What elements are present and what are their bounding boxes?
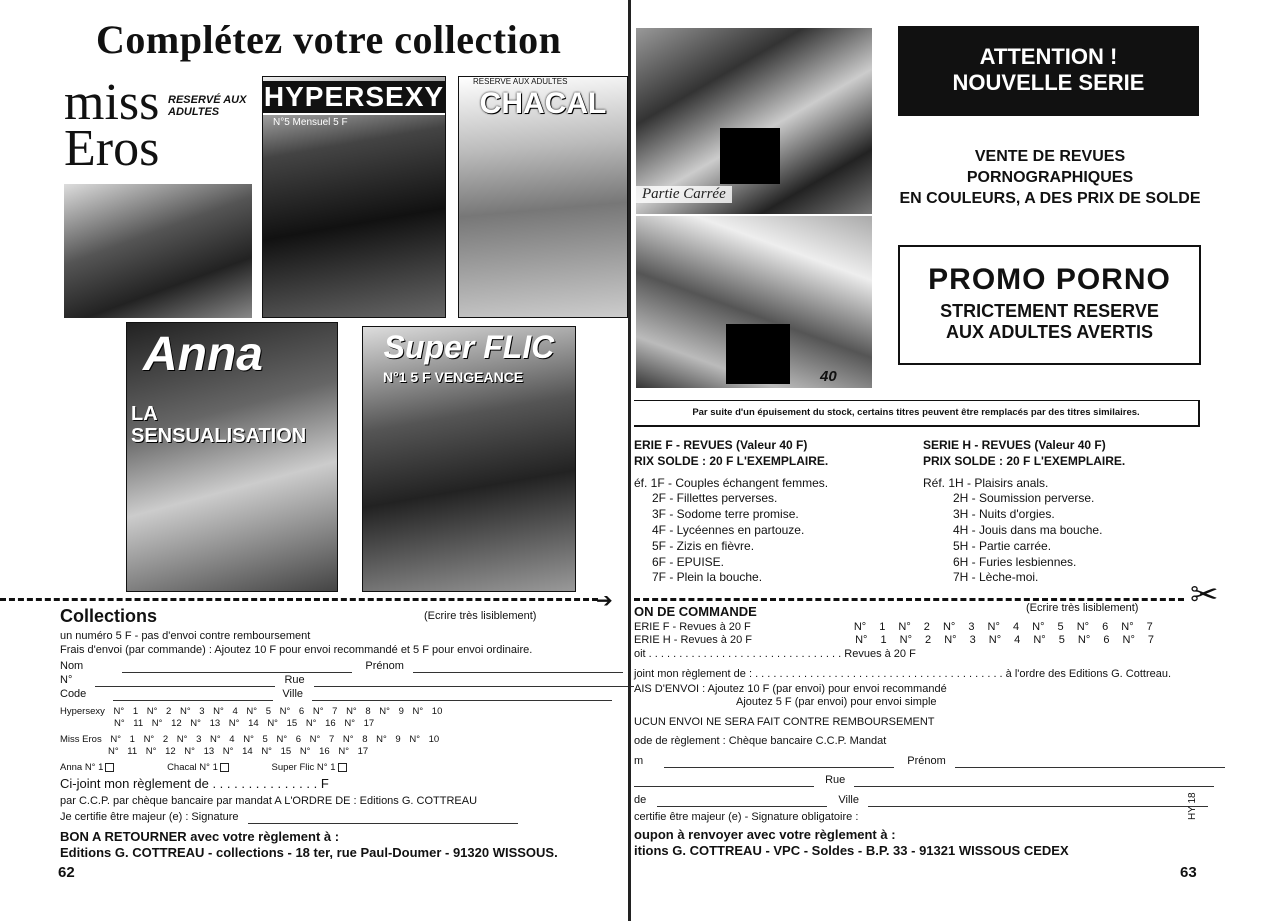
serie-h-item: 4H - Jouis dans ma bouche. <box>953 522 1103 537</box>
serie-f-item: 2F - Fillettes perverses. <box>652 491 778 506</box>
bon-commande-title: ON DE COMMANDE <box>634 604 757 619</box>
ville-field-right[interactable] <box>634 794 1208 807</box>
serie-f-head-2: RIX SOLDE : 20 F L'EXEMPLAIRE. <box>634 453 829 468</box>
serie-h-item: 5H - Partie carrée. <box>953 538 1052 553</box>
frais-line-1[interactable]: AIS D'ENVOI : Ajoutez 10 F (par envoi) pour envoi recommandé <box>634 683 947 695</box>
serie-f-head-1: ERIE F - REVUES (Valeur 40 F) <box>634 438 808 452</box>
serie-h-head-1: SERIE H - REVUES (Valeur 40 F) <box>923 438 1106 452</box>
miss-eros-checkboxes[interactable] <box>60 734 439 746</box>
vente-text <box>890 146 1210 209</box>
ville-field[interactable] <box>60 688 612 701</box>
serie-h-item: 7H - Lèche-moi. <box>953 570 1039 585</box>
vente-line-1: VENTE DE REVUES <box>974 148 1126 165</box>
serie-f-order[interactable] <box>634 621 1153 634</box>
miss-eros-label: Miss Eros <box>60 734 102 745</box>
rue-field-right[interactable] <box>634 774 1214 787</box>
cover-subtitle: N°1 5 F VENGEANCE <box>383 369 524 385</box>
legible-note: (Ecrire très lisiblement) <box>424 610 537 622</box>
aucun-envoi: UCUN ENVOI NE SERA FAIT CONTRE REMBOURSEMENT <box>634 716 935 728</box>
cover-title: Super FLIC <box>383 329 555 365</box>
cut-line-right <box>634 598 1184 601</box>
cover-subtitle: RESERVÉ AUX ADULTES <box>168 94 247 118</box>
rue-label-right: Rue <box>825 774 846 786</box>
serie-f-numbers: N° 1 N° 2 N° 3 N° 4 N° 5 N° 6 N° 7 <box>853 621 1153 633</box>
hypersexy-label: Hypersexy <box>60 706 105 717</box>
chacal-label: Chacal N° 1 <box>167 762 218 773</box>
nom-field-right[interactable] <box>634 755 1225 768</box>
right-address: itions G. COTTREAU - VPC - Soldes - B.P. 33 - 91321 WISSOUS CEDEX <box>634 843 1069 858</box>
left-address: Editions G. COTTREAU - collections - 18 ter, rue Paul-Doumer - 91320 WISSOUS. <box>60 845 558 860</box>
certify-line-right[interactable]: certifie être majeur (e) - Signature obligatoire : <box>634 811 859 823</box>
arrow-right-icon: ➔ <box>596 590 613 612</box>
serie-f-item: 3F - Sodome terre promise. <box>652 507 799 522</box>
soit-line[interactable]: oit . . . . . . . . . . . . . . . . . . . . . . . . . . . . . . . . Revues à 20 F <box>634 648 916 660</box>
serie-f-item: 4F - Lycéennes en partouze. <box>652 522 805 537</box>
payment-options[interactable]: par C.C.P. par chèque bancaire par mandat A L'ORDRE DE : Editions G. COTTREAU <box>60 795 478 807</box>
hypersexy-checkboxes[interactable] <box>60 706 442 718</box>
nouvelle-serie-text: NOUVELLE SERIE <box>952 70 1145 95</box>
no-label: N° <box>60 674 73 686</box>
serie-h-item: 3H - Nuits d'orgies. <box>953 507 1055 522</box>
vente-line-3: EN COULEURS, A DES PRIX DE SOLDE <box>899 190 1201 207</box>
single-issues-row[interactable] <box>60 762 347 774</box>
coupon-heading: oupon à renvoyer avec votre règlement à : <box>634 827 896 842</box>
nom-field[interactable] <box>60 660 623 673</box>
cover-title: HYPERSEXY <box>263 81 445 115</box>
serie-f-item: 7F - Plein la bouche. <box>652 570 763 585</box>
certify-line[interactable] <box>60 811 518 824</box>
miss-eros-row-1: N° 1 N° 2 N° 3 N° 4 N° 5 N° 6 N° 7 N° 8 N° 9 N° 10 <box>110 734 440 745</box>
legible-note-right: (Ecrire très lisiblement) <box>1026 602 1139 614</box>
cut-line-left <box>0 598 598 601</box>
miss-eros-row-2[interactable]: N° 11 N° 12 N° 13 N° 14 N° 15 N° 16 N° 17 <box>108 746 369 757</box>
form-title: Collections <box>60 606 158 626</box>
serie-f-item: 6F - EPUISE. <box>652 554 725 569</box>
serie-h-list <box>923 438 1125 586</box>
serie-f-list <box>634 438 828 586</box>
reference-code: HY 18 <box>1187 792 1198 820</box>
strict-line-1: STRICTEMENT RESERVE <box>940 301 1159 321</box>
form-line-2: Frais d'envoi (par commande) : Ajoutez 10 F pour envoi recommandé et 5 F pour envoi ordinaire. <box>60 644 533 656</box>
nom-label: Nom <box>60 660 84 672</box>
promo-box <box>898 245 1201 365</box>
cover-subtitle: RESERVE AUX ADULTES <box>473 77 568 86</box>
bon-heading: BON A RETOURNER avec votre règlement à : <box>60 829 340 844</box>
cijoint-line[interactable]: Ci-joint mon règlement de . . . . . . . . . . . . . . . F <box>60 776 329 791</box>
censor-block <box>726 324 790 384</box>
cover-chacal <box>458 76 628 318</box>
serie-f-item: éf. 1F - Couples échangent femmes. <box>634 475 829 490</box>
code-label: Code <box>60 688 87 700</box>
photo-price: 40 <box>820 368 837 385</box>
serie-h-order[interactable] <box>634 634 1154 647</box>
cover-hypersexy <box>262 76 446 318</box>
joint-line[interactable]: joint mon règlement de : . . . . . . . . . . . . . . . . . . . . . . . . . . . . . . . . . . . . . . . . . à l'ordre des Editions G. Cottreau. <box>634 668 1172 680</box>
serie-h-item: 6H - Furies lesbiennes. <box>953 554 1077 569</box>
cover-title: Anna <box>143 328 263 381</box>
attention-banner <box>898 26 1199 116</box>
frais-line-2[interactable]: Ajoutez 5 F (par envoi) pour envoi simple <box>736 696 937 708</box>
cover-subtitle: N°5 Mensuel 5 F <box>273 117 348 128</box>
cover-anna <box>126 322 338 592</box>
serie-h-numbers: N° 1 N° 2 N° 3 N° 4 N° 5 N° 6 N° 7 <box>855 634 1155 646</box>
photo-bottom <box>636 216 872 388</box>
code-label-right: de <box>634 794 647 806</box>
hypersexy-row-2[interactable]: N° 11 N° 12 N° 13 N° 14 N° 15 N° 16 N° 17 <box>114 718 375 729</box>
page-heading: Complétez votre collection <box>96 17 562 62</box>
hypersexy-row-1: N° 1 N° 2 N° 3 N° 4 N° 5 N° 6 N° 7 N° 8 N° 9 N° 10 <box>113 706 443 717</box>
cover-title: CHACAL <box>479 87 607 120</box>
ville-label: Ville <box>282 688 304 700</box>
cover-miss-eros <box>58 76 252 318</box>
nom-label-right: m <box>634 755 644 767</box>
prenom-label-right: Prénom <box>907 755 946 767</box>
prenom-label: Prénom <box>365 660 404 672</box>
promo-title: PROMO PORNO <box>928 263 1171 296</box>
censor-block <box>720 128 780 184</box>
serie-h-item: Réf. 1H - Plaisirs anals. <box>923 475 1049 490</box>
cover-title: miss Eros <box>64 76 160 177</box>
rue-label: Rue <box>284 674 305 686</box>
form-line-1: un numéro 5 F - pas d'envoi contre remboursement <box>60 630 311 642</box>
anna-label: Anna N° 1 <box>60 762 104 773</box>
superflic-label: Super Flic N° 1 <box>271 762 336 773</box>
photo-caption: Partie Carrée <box>636 186 732 203</box>
cover-subtitle: LA SENSUALISATION <box>131 403 307 447</box>
gutter-line <box>628 0 631 921</box>
strict-line-2: AUX ADULTES AVERTIS <box>945 322 1153 342</box>
mode-reglement[interactable]: ode de règlement : Chèque bancaire C.C.P. Mandat <box>634 735 887 747</box>
serie-f-item: 5F - Zizis en fièvre. <box>652 538 755 553</box>
cover-super-flic <box>362 326 576 592</box>
attention-text: ATTENTION ! <box>979 44 1118 69</box>
serie-h-item: 2H - Soumission perverse. <box>953 491 1095 506</box>
serie-h-order-label: ERIE H - Revues à 20 F <box>634 634 752 646</box>
stock-notice: Par suite d'un épuisement du stock, certains titres peuvent être remplacés par des titres similaires. <box>634 400 1200 427</box>
page-number-right: 63 <box>1180 864 1197 881</box>
page-number-left: 62 <box>58 864 75 881</box>
serie-h-head-2: PRIX SOLDE : 20 F L'EXEMPLAIRE. <box>923 453 1126 468</box>
cover-illustration <box>64 184 252 318</box>
serie-f-order-label: ERIE F - Revues à 20 F <box>634 621 751 633</box>
rue-field[interactable] <box>60 674 634 687</box>
certify-label: Je certifie être majeur (e) : Signature <box>60 811 239 823</box>
photo-top <box>636 28 872 214</box>
vente-line-2: PORNOGRAPHIQUES <box>966 169 1134 186</box>
ville-label-right: Ville <box>838 794 859 806</box>
scissors-icon: ✂ <box>1190 576 1219 614</box>
